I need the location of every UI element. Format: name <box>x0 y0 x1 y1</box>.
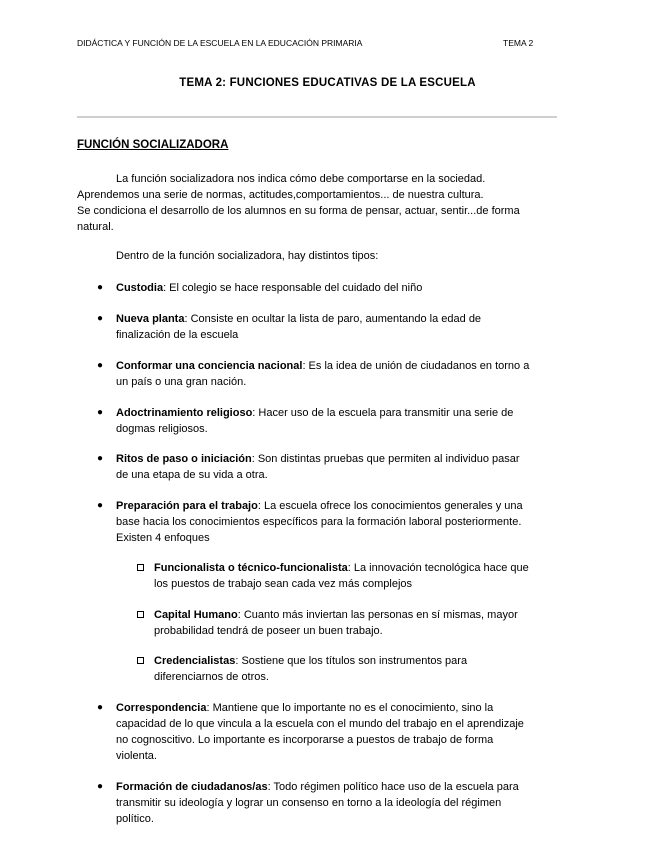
list-item-custodia <box>97 280 566 296</box>
sub-item-funcionalista <box>154 560 564 592</box>
bullet-text: : Todo régimen político hace uso de la escuela para <box>267 781 519 793</box>
bullet-text-line: dogmas religiosos. <box>116 423 208 435</box>
bullet-text-line: político. <box>116 813 154 825</box>
bullet-icon: ● <box>97 453 104 464</box>
sub-item-credencialistas <box>154 653 564 685</box>
bullet-icon: ● <box>97 282 104 293</box>
running-header-right: TEMA 2 <box>503 38 534 48</box>
bullet-text-line: transmitir su ideología y lograr un consenso en torno a la ideología del régimen <box>116 797 502 809</box>
list-item-correspondencia <box>97 700 566 764</box>
bullet-text-line: Existen 4 enfoques <box>116 532 210 544</box>
bullet-text: : Consiste en ocultar la lista de paro, aumentando la edad de <box>184 313 482 325</box>
bullet-text: : Mantiene que lo importante no es el conocimiento, sino la <box>206 702 494 714</box>
sub-text-line: probabilidad tendrá de poseer un buen trabajo. <box>154 625 383 637</box>
sub-term: Capital Humano <box>154 609 238 621</box>
section-heading: FUNCIÓN SOCIALIZADORA <box>77 139 229 151</box>
bullet-text: : El colegio se hace responsable del cuidado del niño <box>163 282 423 294</box>
bullet-text: : La escuela ofrece los conocimientos generales y una <box>257 500 523 512</box>
bullet-icon: ● <box>97 360 104 371</box>
bullet-icon: ● <box>97 407 104 418</box>
bullet-text-line: violenta. <box>116 750 157 762</box>
sub-text-line: los puestos de trabajo sean cada vez más complejos <box>154 578 413 590</box>
bullet-text: : Hacer uso de la escuela para transmitir una serie de <box>252 407 514 419</box>
bullet-text: : Es la idea de unión de ciudadanos en torno a <box>302 360 530 372</box>
bullet-text: : Son distintas pruebas que permiten al individuo pasar <box>251 453 520 465</box>
sub-term: Funcionalista o técnico-funcionalista <box>154 562 348 574</box>
list-item-formacion-ciudadanos <box>97 779 566 827</box>
bullet-term: Conformar una conciencia nacional <box>116 360 303 372</box>
bullet-term: Adoctrinamiento religioso <box>116 407 253 419</box>
bullet-text-line: no cognoscitivo. Lo importante es incorporarse a puestos de trabajo de forma <box>116 734 494 746</box>
bullet-icon: ● <box>97 781 104 792</box>
intro-line: La función socializadora nos indica cómo debe comportarse en la sociedad. <box>116 173 486 185</box>
bullet-text-line: un país o una gran nación. <box>116 376 247 388</box>
list-item-nueva-planta <box>97 311 566 343</box>
bullet-term: Nueva planta <box>116 313 185 325</box>
list-item-adoctrinamiento <box>97 405 566 437</box>
sub-text: : Cuanto más inviertan las personas en sí mismas, mayor <box>237 609 518 621</box>
bullet-icon: ● <box>97 500 104 511</box>
horizontal-rule <box>77 116 557 118</box>
checkbox-square-icon <box>137 564 144 571</box>
sub-text: : Sostiene que los títulos son instrumentos para <box>235 655 468 667</box>
bullet-term: Formación de ciudadanos/as <box>116 781 268 793</box>
bullet-text-line: finalización de la escuela <box>116 329 239 341</box>
bullet-icon: ● <box>97 313 104 324</box>
bullet-text-line: de una etapa de su vida a otra. <box>116 469 268 481</box>
bullet-text-line: capacidad de lo que vincula a la escuela con el mundo del trabajo en el aprendizaje <box>116 718 524 730</box>
list-item-conciencia-nacional <box>97 358 566 390</box>
bullet-icon: ● <box>97 702 104 713</box>
bullet-term: Custodia <box>116 282 164 294</box>
sub-text-line: diferenciarnos de otros. <box>154 671 269 683</box>
intro-line: Aprendemos una serie de normas, actitudes,comportamientos... de nuestra cultura. <box>77 189 484 201</box>
bullet-text-line: base hacia los conocimientos específicos para la formación laboral posteriormente. <box>116 516 522 528</box>
intro-line: Se condiciona el desarrollo de los alumnos en su forma de pensar, actuar, sentir...de forma <box>77 205 520 217</box>
bullet-term: Correspondencia <box>116 702 207 714</box>
sub-item-capital-humano <box>154 607 564 639</box>
list-item-preparacion <box>97 498 566 546</box>
sub-term: Credencialistas <box>154 655 236 667</box>
checkbox-square-icon <box>137 657 144 664</box>
types-intro: Dentro de la función socializadora, hay distintos tipos: <box>116 250 379 262</box>
intro-paragraph <box>77 171 567 235</box>
intro-line: natural. <box>77 221 114 233</box>
page-title: TEMA 2: FUNCIONES EDUCATIVAS DE LA ESCUELA <box>179 77 476 89</box>
sub-text: : La innovación tecnológica hace que <box>347 562 529 574</box>
checkbox-square-icon <box>137 611 144 618</box>
running-header-left: DIDÁCTICA Y FUNCIÓN DE LA ESCUELA EN LA EDUCACIÓN PRIMARIA <box>77 38 363 48</box>
bullet-term: Preparación para el trabajo <box>116 500 258 512</box>
list-item-ritos <box>97 451 566 483</box>
bullet-term: Ritos de paso o iniciación <box>116 453 252 465</box>
